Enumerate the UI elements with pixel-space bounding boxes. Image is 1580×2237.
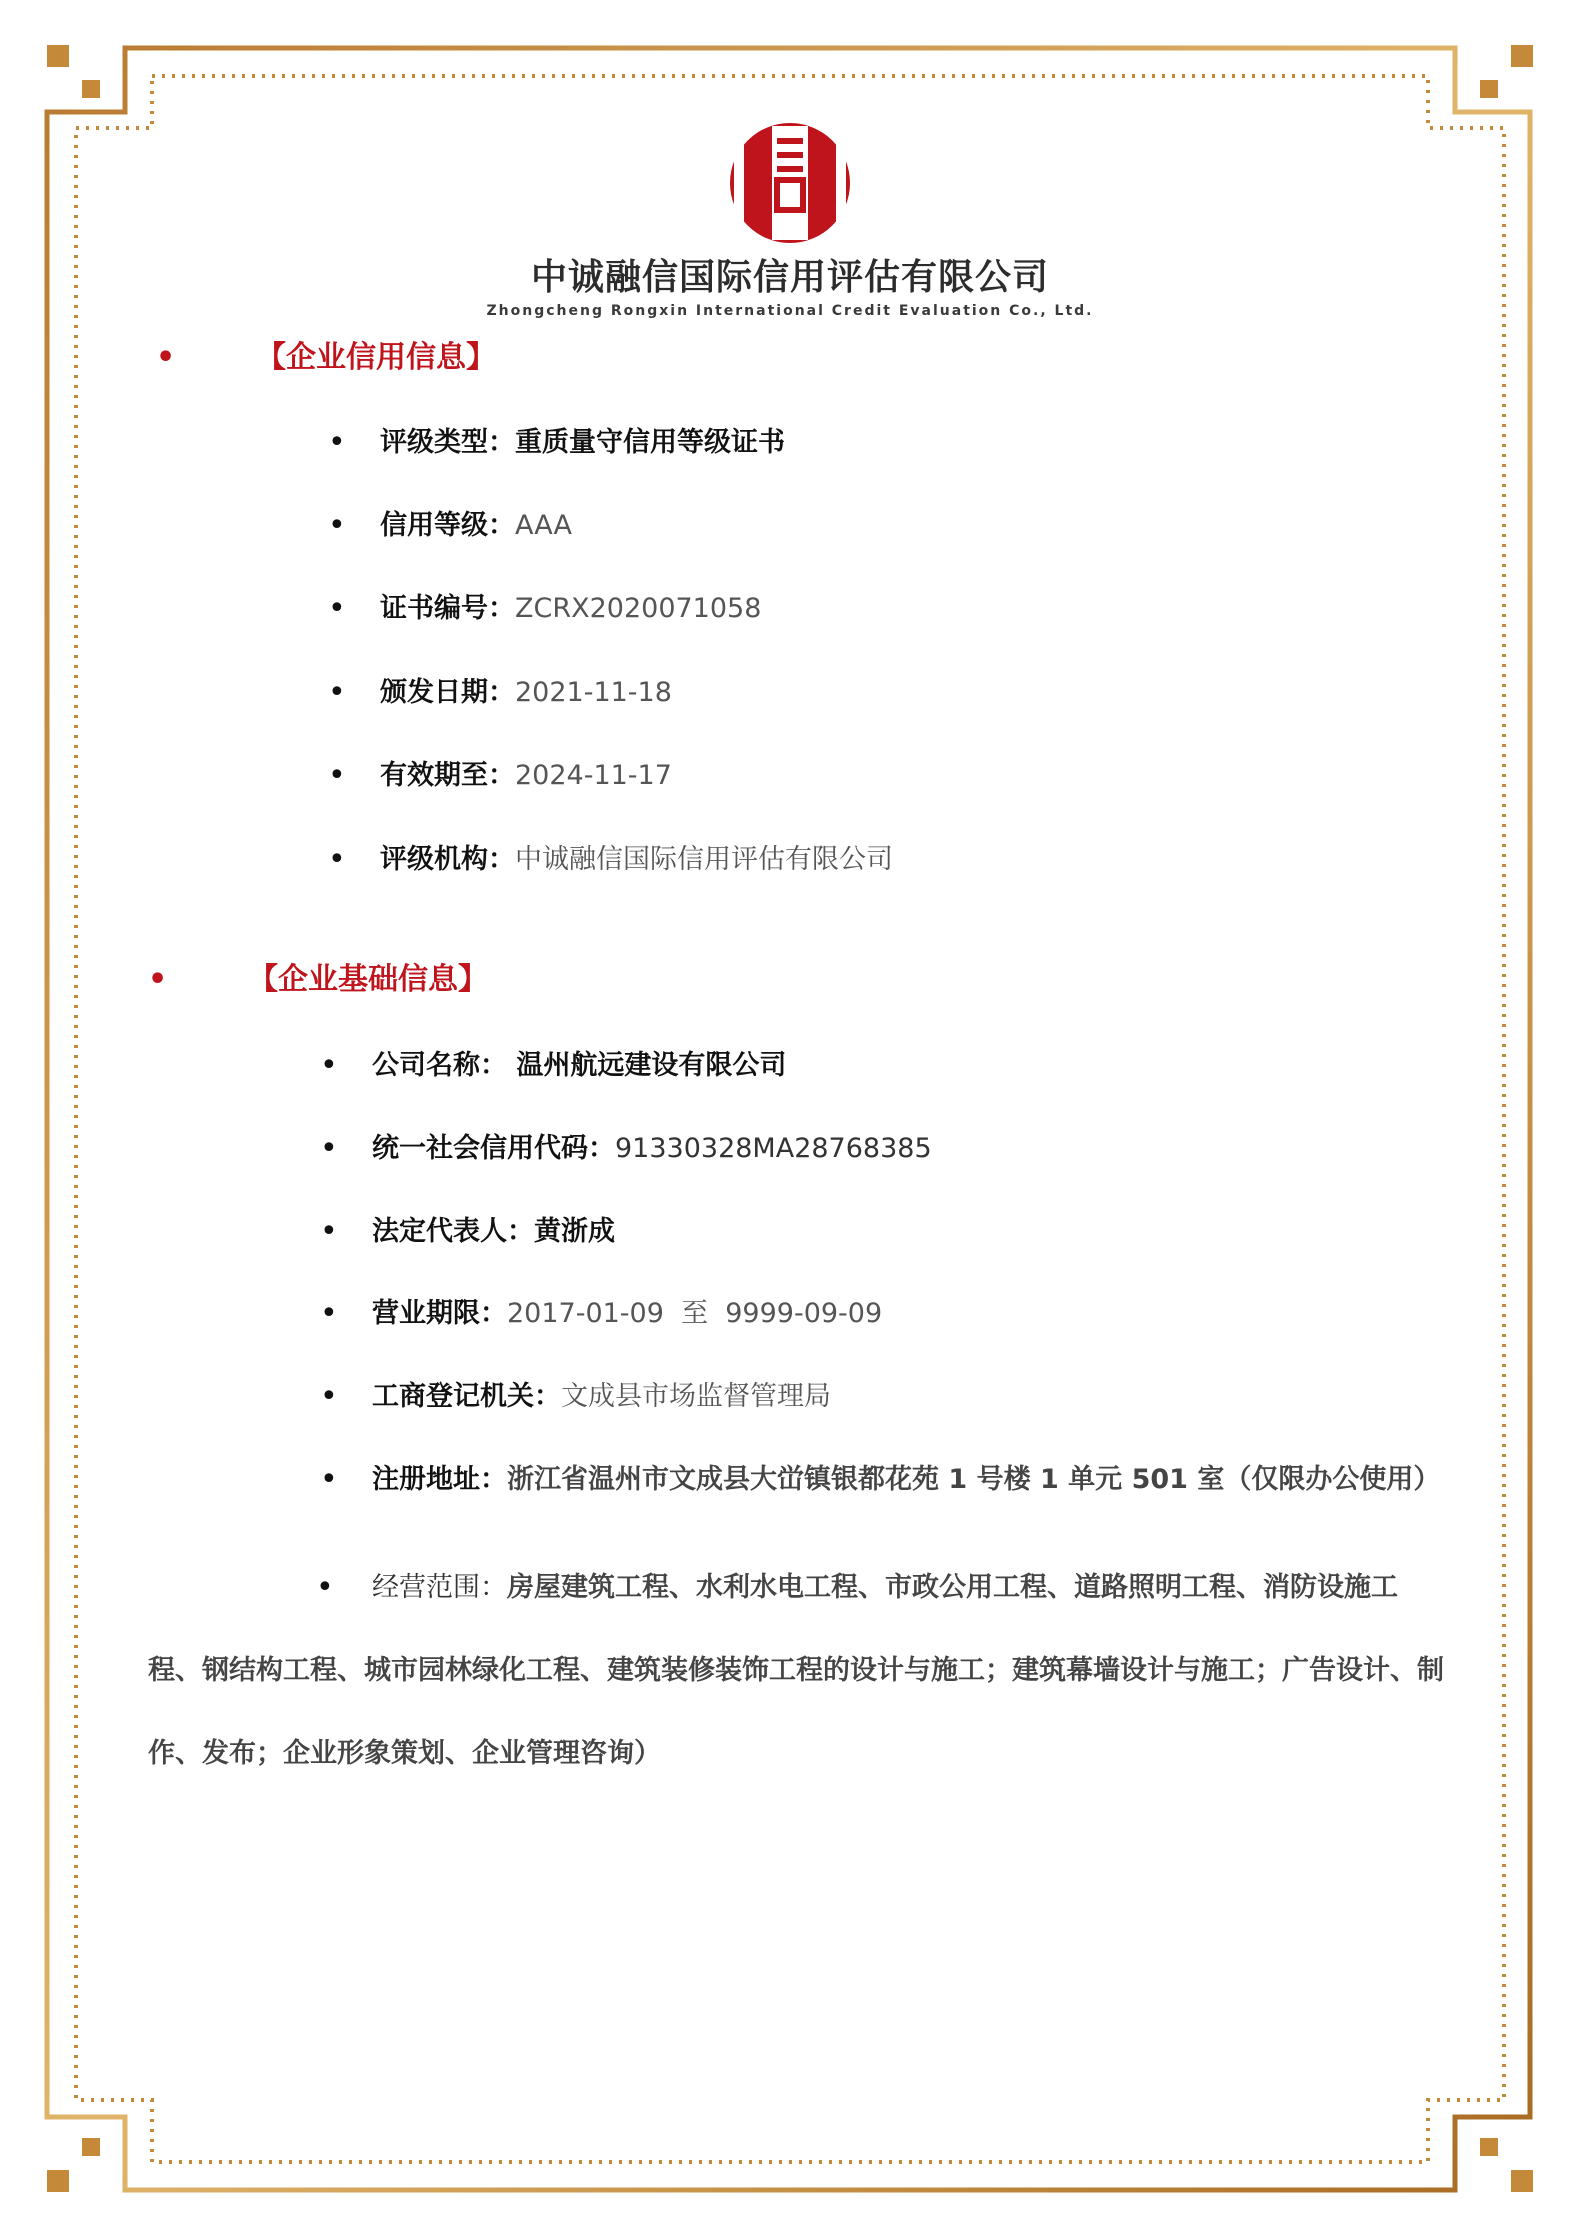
field-value: ZCRX2020071058	[515, 593, 762, 624]
list-item	[320, 1294, 883, 1334]
list-item	[320, 1129, 932, 1169]
field-value: 2021-11-18	[515, 677, 672, 708]
field-label: 证书编号：	[380, 593, 515, 624]
list-item	[320, 1046, 787, 1086]
bullet-icon: •	[320, 1462, 338, 1497]
company-name-en: Zhongcheng Rongxin International Credit Evaluation Co., Ltd.	[486, 303, 1094, 319]
list-item	[328, 673, 672, 713]
list-item	[328, 506, 572, 546]
bullet-icon: •	[328, 591, 346, 626]
bullet-icon: •	[328, 508, 346, 543]
field-label: 有效期至：	[380, 760, 515, 791]
bullet-icon: •	[320, 1048, 338, 1083]
field-value: 2024-11-17	[515, 760, 672, 791]
field-label: 法定代表人：	[372, 1216, 534, 1247]
section-title: 【企业信用信息】	[256, 340, 496, 375]
field-label: 注册地址：	[372, 1464, 507, 1495]
field-label: 营业期限：	[372, 1298, 507, 1329]
list-item	[328, 423, 785, 463]
list-item	[328, 756, 672, 796]
field-label: 评级类型：	[380, 427, 515, 458]
bullet-icon: •	[328, 758, 346, 793]
bullet-icon: •	[328, 842, 346, 877]
list-item	[320, 1460, 1441, 1500]
business-scope	[148, 1546, 1448, 1795]
bullet-icon: •	[320, 1131, 338, 1166]
field-value: 房屋建筑工程、水利水电工程、市政公用工程、道路照明工程、消防设施工程、钢结构工程、城市园林绿化工程、建筑装修装饰工程的设计与施工；建筑幕墙设计与施工；广告设计、制作、发布；企业形象策划、企业管理咨询）	[148, 1572, 1444, 1769]
field-value: 2017-01-09 至 9999-09-09	[507, 1298, 883, 1329]
company-header	[0, 118, 1580, 320]
bullet-icon: •	[320, 1379, 338, 1414]
seal-logo-icon	[710, 118, 870, 248]
field-value: 中诚融信国际信用评估有限公司	[515, 844, 893, 875]
bullet-icon: •	[328, 425, 346, 460]
list-item	[328, 589, 762, 629]
bullet-icon: •	[320, 1296, 338, 1331]
field-value: 浙江省温州市文成县大峃镇银都花苑 1 号楼 1 单元 501 室（仅限办公使用）	[507, 1464, 1441, 1495]
section-title: 【企业基础信息】	[248, 962, 488, 997]
credit-section-heading	[156, 338, 496, 378]
field-value: 91330328MA28768385	[615, 1133, 932, 1164]
list-item	[328, 840, 893, 880]
list-item	[320, 1212, 615, 1252]
bullet-icon: •	[148, 962, 168, 997]
field-value: 文成县市场监督管理局	[561, 1381, 831, 1412]
list-item	[320, 1377, 831, 1417]
bullet-icon: •	[316, 1570, 334, 1605]
bullet-icon: •	[320, 1214, 338, 1249]
field-value: 温州航远建设有限公司	[507, 1050, 787, 1081]
field-label: 颁发日期：	[380, 677, 515, 708]
field-value: AAA	[515, 510, 572, 541]
field-label: 统一社会信用代码：	[372, 1133, 615, 1164]
company-name-cn: 中诚融信国际信用评估有限公司	[530, 257, 1049, 298]
field-label: 工商登记机关：	[372, 1381, 561, 1412]
field-label: 公司名称：	[372, 1050, 507, 1081]
basic-section-heading	[148, 960, 488, 1000]
field-label: 信用等级：	[380, 510, 515, 541]
field-label: 经营范围：	[372, 1572, 507, 1603]
bullet-icon: •	[328, 675, 346, 710]
field-value: 黄浙成	[534, 1216, 615, 1247]
field-label: 评级机构：	[380, 844, 515, 875]
field-value: 重质量守信用等级证书	[515, 427, 785, 458]
bullet-icon: •	[156, 340, 176, 375]
